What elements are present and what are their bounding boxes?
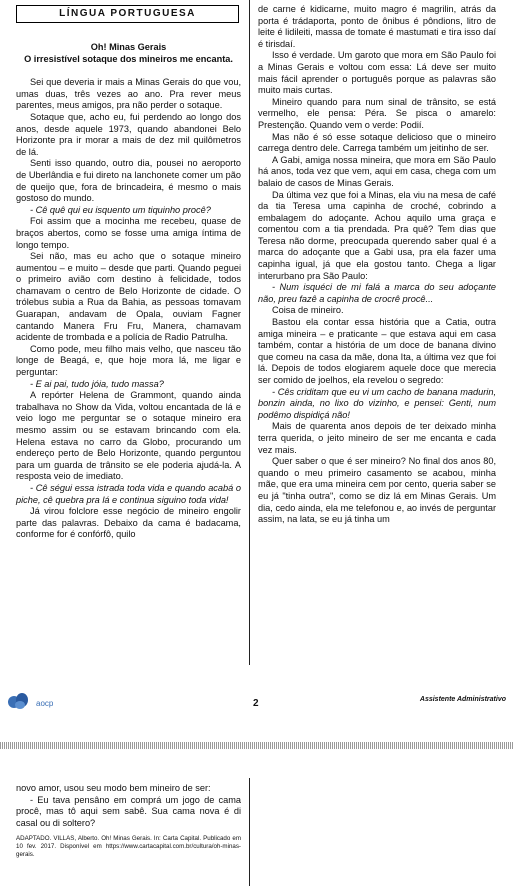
column-divider xyxy=(249,778,250,886)
article-continuation xyxy=(16,783,241,859)
quote: - Cê quê qui eu isquento um tiquinho procê? xyxy=(30,204,211,215)
paragraph: Isso é verdade. Um garoto que mora em São Paulo foi a Minas Gerais e voltou com essa: Lá deve ser muito mais fácil aprender o português porque as palavras são muito mais curtas. xyxy=(258,50,496,96)
article-right-column xyxy=(258,4,496,526)
page-number: 2 xyxy=(253,698,259,709)
page-footer xyxy=(6,688,506,718)
paragraph: Bastou ela contar essa história que a Catia, outra amiga mineira – e praticante – que estava aqui em casa também, contar a história de um doce de banana divino que comeu na casa da mãe, dona Ita, a última vez que foi lá. Depois de todos elogiarem aquele doce que merecia ser comido de joelhos, ela revelou o segredo: xyxy=(258,317,496,385)
paragraph: Coisa de mineiro. xyxy=(272,305,344,316)
paragraph: Mas não é só esse sotaque delicioso que o mineiro carrega dentro dele. Carrega também um jeitinho de ser. xyxy=(258,131,496,154)
paragraph: A repórter Helena de Grammont, quando ainda trabalhava no Show da Vida, voltou encantada de lá e veio logo me perguntar se o sotaque mineiro era mesmo assim ou se estavam brincando com ela. Helena estava no carro da Globo, procurando um endereço perto de Belo Horizonte, quando perguntou para um guarda de trânsito se ele poderia ajudá-la. A resposta veio de imediato. xyxy=(16,390,241,482)
paragraph: Foi assim que a mocinha me recebeu, quase de braços abertos, como se fosse uma amiga íntima de longo tempo. xyxy=(16,216,241,250)
quote: - Cê ségui essa istrada toda vida e quando acabá o piche, cê quebra pra lá e continua siguino toda vida! xyxy=(16,482,241,505)
paragraph: novo amor, usou seu modo bem mineiro de ser: xyxy=(16,783,211,793)
subject-header: LÍNGUA PORTUGUESA xyxy=(16,5,239,23)
paragraph: Quer saber o que é ser mineiro? No final dos anos 80, quando o meu primeiro casamento se acabou, minha mãe, que era uma mineira cem por cento, queria saber se eu já "tinha outra", como se diz lá em Minas Gerais. Um dia, cedo ainda, ela me telefonou e, ao invés de perguntar assim, na lata, se eu já tinha um xyxy=(258,456,496,525)
article-left-column xyxy=(16,42,241,541)
logo-text: aocp xyxy=(36,699,54,708)
paragraph: Senti isso quando, outro dia, pousei no aeroporto de Uberlândia e fui direto na lanchonete comer um pão de queijo que, fora de brincadeira, é mesmo o mais gostoso do mundo. xyxy=(16,158,241,204)
quote: - Eu tava pensâno em comprá um jogo de cama procê, mas tô aqui sem sabê. Sua cama nova é di casal ou di soltero? xyxy=(16,794,241,828)
quote: - E ai pai, tudo jóia, tudo massa? xyxy=(30,378,164,389)
job-title: Assistente Administrativo xyxy=(419,696,506,703)
article-title: Oh! Minas Gerais xyxy=(90,42,167,52)
page-separator xyxy=(0,742,513,749)
paragraph: Da última vez que foi a Minas, ela viu na mesa de café da tia Teresa uma capinha de croché, cobrindo a embalagem do adoçante. Achou aquilo uma graça e comentou com a tia prendada. Pra quê? Tem dias que Teresa não dorme, preocupada querendo saber qual é a marca do adoçante que a Gabi usa, pra ela fazer uma capinha igual, já que ela gostou tanto. Chega a ligar interurbano pra São Paulo: xyxy=(258,189,496,281)
paragraph: Já virou folclore esse negócio de mineiro engolir parte das palavras. Debaixo da cama é badacama, conforme for é confórfô, quilo xyxy=(16,506,241,540)
source-citation: ADAPTADO. VILLAS, Alberto. Oh! Minas Gerais. In: Carta Capital. Publicado em 10 fev. 2017. Disponível em https://www.cartacapital.com.br/cultura/oh-minas-gerais. xyxy=(16,835,241,859)
quote: - Cês criditam que eu vi um cacho de banana madurin, bonzin ainda, no lixo do vizinho, e pensei: Genti, num podêmo dispidiçá não! xyxy=(258,386,496,420)
paragraph: Sei que deveria ir mais a Minas Gerais do que vou, umas duas, três vezes ao ano. Pra rever meus parentes, meus amigos, pra não perder o sotaque. xyxy=(16,77,241,111)
paragraph: A Gabi, amiga nossa mineira, que mora em São Paulo há anos, toda vez que vem, aqui em casa, chega com um balaio de casos de Minas Gerais. xyxy=(258,154,496,188)
paragraph: Mais de quarenta anos depois de ter deixado minha terra querida, o jeito mineiro de ser me encanta e cada vez mais. xyxy=(258,421,496,455)
paragraph: Mineiro quando para num sinal de trânsito, se está vermelho, ele pensa: Péra. Se pisca o amarelo: Prestenção. Quando vem o verde: Podií. xyxy=(258,96,496,130)
quote: - Num isquéci de mi falá a marca do seu adoçante não, preu fazê a capinha de crocrê procê... xyxy=(258,282,496,304)
paragraph: Como pode, meu filho mais velho, que nasceu tão longe de Beagá, e, que hoje mora lá, me ligar e perguntar: xyxy=(16,343,241,378)
column-divider xyxy=(249,0,250,665)
paragraph: Sei não, mas eu acho que o sotaque mineiro aumentou – e muito – desde que parti. Quando peguei o primeiro avião com destino à felicidade, todos chamavam o centro de Belo Horizonte de cidade. O trólebus subia a Rua da Bahia, as pessoas tomavam Guarapan, andavam de Opala, ouviam Fagner cantando Manera Fru Fru, Manera, chamavam acidente de trombada e a polícia de Radio Patrulha. xyxy=(16,251,241,343)
article-subtitle: O irresistível sotaque dos mineiros me encanta. xyxy=(24,53,233,64)
paragraph: de carne é kidicarne, muito magro é magrilin, atrás da porta é trádaporta, ponto de ônibus é pôndions, litro de leite é lidileiti, massa de tomate é mastumati e tira isso daí é tirisdaí. xyxy=(258,4,496,49)
paragraph: Sotaque que, acho eu, fui perdendo ao longo dos anos, desde aquele 1973, quando abandonei Belo Horizonte pra ir morar a mais de dez mil quilômetros de lá. xyxy=(16,111,241,157)
